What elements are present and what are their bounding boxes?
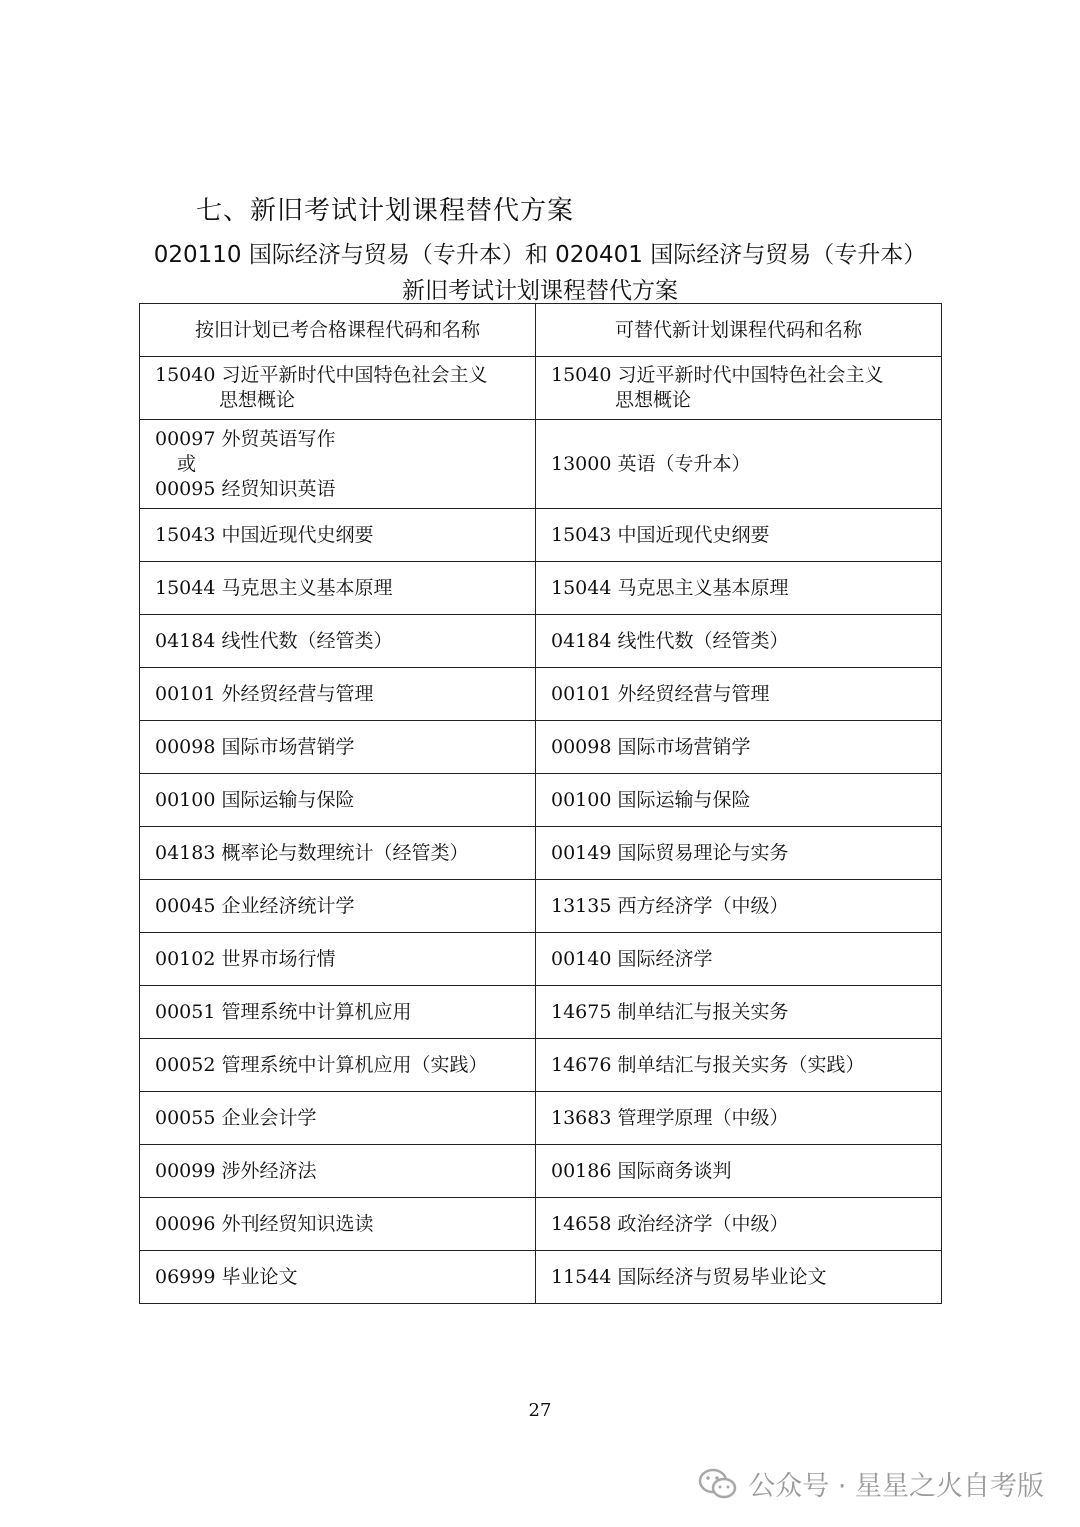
new-course-cell (536, 357, 942, 420)
subtitle-line-1: 020110 国际经济与贸易（专升本）和 020401 国际经济与贸易（专升本） (153, 242, 927, 268)
old-course-cell: 00098 国际市场营销学 (140, 721, 536, 774)
table-row (140, 1198, 942, 1251)
header-new-course: 可替代新计划课程代码和名称 (536, 304, 942, 357)
table-row (140, 668, 942, 721)
table-row (140, 1251, 942, 1304)
old-course-cell: 15044 马克思主义基本原理 (140, 562, 536, 615)
old-course-cell: 00101 外经贸经营与管理 (140, 668, 536, 721)
header-old-course: 按旧计划已考合格课程代码和名称 (140, 304, 536, 357)
old-course-cell: 00055 企业会计学 (140, 1092, 536, 1145)
new-course-cell: 00098 国际市场营销学 (536, 721, 942, 774)
new-course-cell: 00149 国际贸易理论与实务 (536, 827, 942, 880)
new-course-cell: 13683 管理学原理（中级） (536, 1092, 942, 1145)
watermark-text: 公众号 · 星星之火自考版 (748, 1471, 1044, 1502)
table-row (140, 509, 942, 562)
new-course-line: 15040 习近平新时代中国特色社会主义 (551, 364, 884, 386)
old-course-cell: 00099 涉外经济法 (140, 1145, 536, 1198)
subtitle-line-2: 新旧考试计划课程替代方案 (402, 278, 678, 304)
old-course-line: 15040 习近平新时代中国特色社会主义 (155, 364, 488, 386)
new-course-cell: 00100 国际运输与保险 (536, 774, 942, 827)
old-course-line-continued: 思想概论 (219, 389, 296, 411)
table-row (140, 615, 942, 668)
new-course-cell: 14675 制单结汇与报关实务 (536, 986, 942, 1039)
table-row (140, 986, 942, 1039)
old-course-cell: 15043 中国近现代史纲要 (140, 509, 536, 562)
table-row (140, 933, 942, 986)
new-course-cell: 14658 政治经济学（中级） (536, 1198, 942, 1251)
new-course-cell: 00140 国际经济学 (536, 933, 942, 986)
table-row (140, 1039, 942, 1092)
new-course-cell: 15044 马克思主义基本原理 (536, 562, 942, 615)
table-row (140, 1145, 942, 1198)
table-row (140, 827, 942, 880)
old-course-option-2: 00095 经贸知识英语 (155, 477, 336, 500)
old-course-cell: 04183 概率论与数理统计（经管类） (140, 827, 536, 880)
table-row (140, 420, 942, 509)
new-course-cell: 00186 国际商务谈判 (536, 1145, 942, 1198)
table-row (140, 357, 942, 420)
new-course-cell: 13000 英语（专升本） (536, 420, 942, 509)
table-header-row (140, 304, 942, 357)
old-course-or: 或 (177, 452, 197, 475)
old-course-cell: 00045 企业经济统计学 (140, 880, 536, 933)
table-row (140, 774, 942, 827)
old-course-cell: 00052 管理系统中计算机应用（实践） (140, 1039, 536, 1092)
old-course-cell: 06999 毕业论文 (140, 1251, 536, 1304)
table-row (140, 721, 942, 774)
table-row (140, 880, 942, 933)
table-row (140, 1092, 942, 1145)
new-course-cell: 14676 制单结汇与报关实务（实践） (536, 1039, 942, 1092)
section-heading: 七、新旧考试计划课程替代方案 (196, 196, 575, 226)
old-course-cell: 04184 线性代数（经管类） (140, 615, 536, 668)
watermark (698, 1464, 1044, 1503)
old-course-cell: 00102 世界市场行情 (140, 933, 536, 986)
new-course-cell: 04184 线性代数（经管类） (536, 615, 942, 668)
new-course-cell: 00101 外经贸经营与管理 (536, 668, 942, 721)
old-course-option-1: 00097 外贸英语写作 (155, 427, 336, 450)
course-substitution-table (139, 303, 942, 1304)
old-course-cell: 00100 国际运输与保险 (140, 774, 536, 827)
old-course-cell: 00096 外刊经贸知识选读 (140, 1198, 536, 1251)
new-course-cell: 13135 西方经济学（中级） (536, 880, 942, 933)
old-course-cell (140, 420, 536, 509)
page-number: 27 (528, 1400, 552, 1421)
new-course-cell: 15043 中国近现代史纲要 (536, 509, 942, 562)
new-course-line-continued: 思想概论 (615, 389, 692, 411)
old-course-cell: 00051 管理系统中计算机应用 (140, 986, 536, 1039)
new-course-cell: 11544 国际经济与贸易毕业论文 (536, 1251, 942, 1304)
old-course-cell (140, 357, 536, 420)
table-row (140, 562, 942, 615)
wechat-icon (698, 1467, 738, 1501)
